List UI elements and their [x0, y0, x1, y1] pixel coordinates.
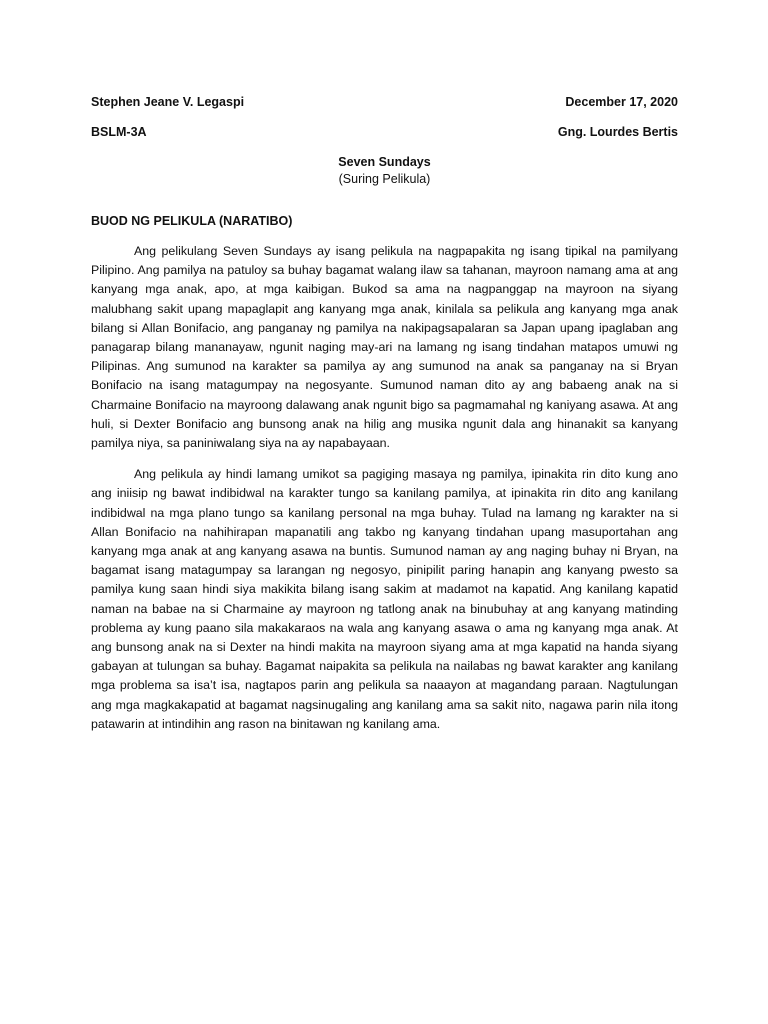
header-row-1 [91, 94, 678, 110]
class-section: BSLM-3A [91, 125, 147, 139]
document-subtitle: (Suring Pelikula) [338, 172, 431, 186]
document-date: December 17, 2020 [565, 95, 678, 109]
teacher-name: Gng. Lourdes Bertis [557, 125, 678, 139]
document-page [91, 94, 678, 734]
title-block [91, 154, 678, 188]
author-name: Stephen Jeane V. Legaspi [91, 95, 245, 109]
section-heading: BUOD NG PELIKULA (NARATIBO) [91, 214, 293, 228]
header-row-2 [91, 124, 678, 140]
body-paragraph-1: Ang pelikulang Seven Sundays ay isang pelikula na nagpapakita ng isang tipikal na pamilyang Pilipino. Ang pamilya na patuloy sa buhay bagamat walang ilaw sa tahanan, mayroon namang ama at ang kanyang mga anak, apo, at mga kaibigan. Bukod sa ama na nagpanggap na mayroon na siyang malubhang sakit upang mapaglapit ang kanyang mga anak, kinilala sa pelikula ang kanyang mga anak bilang si Allan Bonifacio, ang panganay ng pamilya na nakipagsapalaran sa Japan upang ipaglaban ang panagarap bilang mananayaw, ngunit naging may-ari na lamang ng isang tindahan matapos umuwi ng Pilipinas. Ang sumunod na karakter sa pamilya ay ang sumunod na anak sa panganay na si Bryan Bonifacio na isang matagumpay na negosyante. Sumunod naman dito ay ang babaeng anak na si Charmaine Bonifacio na mayroong dalawang anak ngunit bigo sa pagmamahal ng kaniyang asawa. At ang huli, si Dexter Bonifacio ang bunsong anak na hilig ang musika ngunit dala ang hinanakit sa kanyang pamilya niya, sa paniniwalang siya na ay napabayaan. [91, 244, 678, 451]
document-title: Seven Sundays [338, 155, 431, 169]
body-paragraph-2: Ang pelikula ay hindi lamang umikot sa pagiging masaya ng pamilya, ipinakita rin dito kung ano ang iniisip ng bawat indibidwal na karakter tungo sa kanilang pamilya, at ipinakita rin dito ang kanilang indibidwal na mga plano tungo sa kanilang personal na mga buhay. Tulad na lamang ng karakter na si Allan Bonifacio na nahihirapan mapanatili ang takbo ng kanyang tindahan upang masuportahan ang kanyang mga anak at ang kanyang asawa na buntis. Sumunod naman ay ang naging buhay ni Bryan, na bagamat isang matagumpay sa larangan ng negosyo, pinipilit paring hanapin ang kanyang pwesto sa pamilya kung saan hindi siya makikita bilang isang sakim at madamot na kapatid. Ang kanilang kapatid naman na babae na si Charmaine ay mayroon ng tatlong anak na binubuhay at ang kanyang matinding problema ay kung paano sila makakaraos na wala ang kanyang asawa o ama ng kanyang mga anak. At ang bunsong anak na si Dexter na hindi makita na mayroon siyang ama at mga kapatid na handa siyang gabayan at tulungan sa buhay. Bagamat naipakita sa pelikula na nailabas ng bawat karakter ang kanilang mga problema sa isa’t isa, nagtapos parin ang pelikula sa naaayon at magandang paraan. Nagtulungan ang mga magkakapatid at bagamat nagsinugaling ang kanilang ama sa sakit nito, nagawa parin nila itong patawarin at intindihin ang rason na binitawan ng kanilang ama. [91, 467, 678, 731]
